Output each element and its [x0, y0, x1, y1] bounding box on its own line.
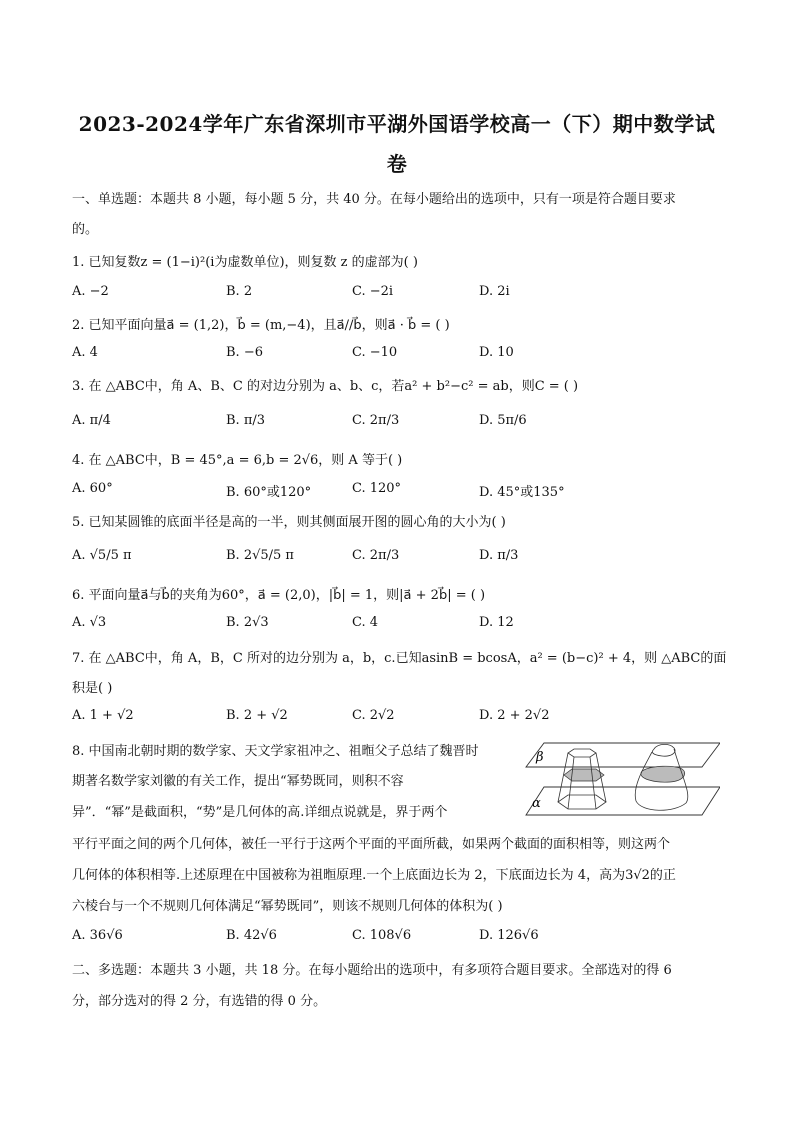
plane-beta-label: β — [536, 750, 544, 765]
zu-geng-principle-figure — [524, 737, 720, 821]
question-2-option-a: A. 4 — [72, 345, 98, 360]
question-8-option-b: B. 42√6 — [226, 928, 277, 943]
question-5-option-c: C. 2π/3 — [352, 548, 400, 563]
exam-title-line2: 卷 — [386, 152, 408, 176]
question-5-option-b: B. 2√5/5 π — [226, 548, 294, 563]
question-8-option-d: D. 126√6 — [479, 928, 539, 943]
question-5-stem: 5. 已知某圆锥的底面半径是高的一半，则其侧面展开图的圆心角的大小为( ) — [72, 515, 506, 530]
question-1-stem: 1. 已知复数z = (1−i)²(i为虚数单位)，则复数 z 的虚部为( ) — [72, 255, 418, 270]
question-8-stem-4: 平行平面之间的两个几何体，被任一平行于这两个平面的平面所截，如果两个截面的面积相等，则这两个 — [72, 837, 671, 852]
question-8-stem: 8. 中国南北朝时期的数学家、天文学家祖冲之、祖暅父子总结了魏晋时 — [72, 744, 479, 759]
irregular-solid-cross-section — [641, 766, 685, 782]
question-2-option-c: C. −10 — [352, 345, 398, 360]
question-7-stem: 7. 在 △ABC中，角 A，B，C 所对的边分别为 a，b，c.已知asinB = bcosA，a² = (b−c)² + 4，则 △ABC的面 — [72, 651, 727, 666]
question-6-option-a: A. √3 — [72, 615, 107, 630]
question-3-option-d: D. 5π/6 — [479, 413, 527, 428]
question-7-option-c: C. 2√2 — [352, 708, 395, 723]
question-4-stem: 4. 在 △ABC中，B = 45°,a = 6,b = 2√6，则 A 等于( ) — [72, 453, 403, 468]
question-4-option-d: D. 45°或135° — [479, 485, 565, 500]
question-6-option-d: D. 12 — [479, 615, 514, 630]
plane-alpha-label: α — [532, 796, 541, 811]
section-2-instructions: 二、多选题：本题共 3 小题，共 18 分。在每小题给出的选项中，有多项符合题目要求。全部选对的得 6 — [72, 963, 672, 978]
question-8-stem-6: 六棱台与一个不规则几何体满足“幂势既同”，则该不规则几何体的体积为( ) — [72, 899, 503, 914]
question-2-option-d: D. 10 — [479, 345, 514, 360]
question-5-option-a: A. √5/5 π — [72, 548, 132, 563]
question-8-stem-2: 期著名数学家刘徽的有关工作，提出“幂势既同，则积不容 — [72, 774, 404, 789]
question-4-option-a: A. 60° — [72, 481, 113, 496]
question-8-stem-5: 几何体的体积相等.上述原理在中国被称为祖暅原理.一个上底面边长为 2，下底面边长为 4，高为3√2的正 — [72, 868, 676, 883]
question-3-option-b: B. π/3 — [226, 413, 266, 428]
question-3-option-a: A. π/4 — [72, 413, 111, 428]
question-4-option-c: C. 120° — [352, 481, 402, 496]
question-7-option-d: D. 2 + 2√2 — [479, 708, 550, 723]
question-8-stem-3: 异”．“幂”是截面积，“势”是几何体的高.详细点说就是，界于两个 — [72, 805, 448, 820]
question-1-option-a: A. −2 — [72, 284, 109, 299]
frustum-cross-section — [564, 769, 604, 781]
question-7-option-b: B. 2 + √2 — [226, 708, 288, 723]
section-1-instructions: 一、单选题：本题共 8 小题，每小题 5 分，共 40 分。在每小题给出的选项中，只有一项是符合题目要求 — [72, 192, 676, 207]
question-8-option-c: C. 108√6 — [352, 928, 412, 943]
question-6-option-c: C. 4 — [352, 615, 379, 630]
question-4-option-b: B. 60°或120° — [226, 485, 312, 500]
question-2-option-b: B. −6 — [226, 345, 263, 360]
question-1-option-b: B. 2 — [226, 284, 253, 299]
question-2-stem: 2. 已知平面向量a⃗ = (1,2)，b⃗ = (m,−4)，且a⃗//b⃗，则a⃗ · b⃗ = ( ) — [72, 318, 450, 333]
exam-title-line1: 2023-2024学年广东省深圳市平湖外国语学校高一（下）期中数学试 — [78, 112, 716, 136]
plane-beta — [526, 743, 720, 767]
question-7-stem-cont: 积是( ) — [72, 681, 113, 696]
question-7-option-a: A. 1 + √2 — [72, 708, 134, 723]
question-1-option-c: C. −2i — [352, 284, 394, 299]
question-6-option-b: B. 2√3 — [226, 615, 269, 630]
question-3-option-c: C. 2π/3 — [352, 413, 400, 428]
question-3-stem: 3. 在 △ABC中，角 A、B、C 的对边分别为 a、b、c，若a² + b²−c² = ab，则C = ( ) — [72, 379, 579, 394]
question-6-stem: 6. 平面向量a⃗与b⃗的夹角为60°，a⃗ = (2,0)，|b⃗| = 1，则|a⃗ + 2b⃗| = ( ) — [72, 588, 486, 603]
question-5-option-d: D. π/3 — [479, 548, 519, 563]
section-1-instructions-cont: 的。 — [72, 222, 99, 237]
question-8-option-a: A. 36√6 — [72, 928, 123, 943]
question-1-option-d: D. 2i — [479, 284, 510, 299]
section-2-instructions-cont: 分，部分选对的得 2 分，有选错的得 0 分。 — [72, 994, 327, 1009]
plane-alpha — [526, 787, 720, 815]
